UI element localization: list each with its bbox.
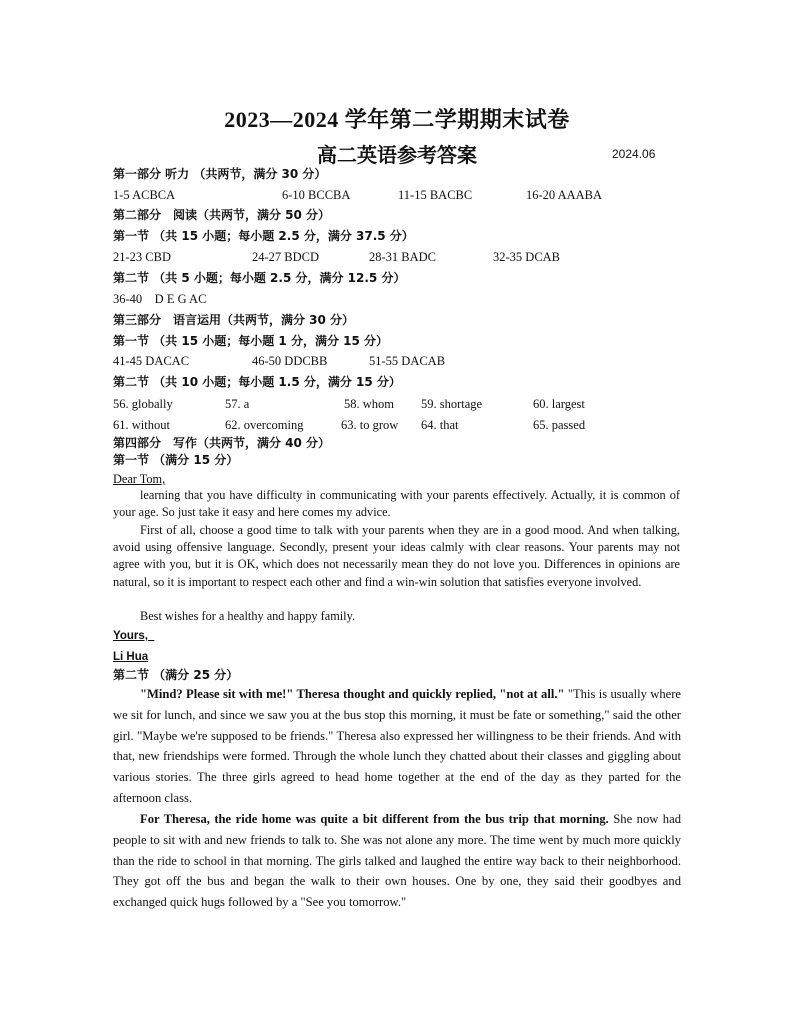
part4-section1-heading: 第一节 （满分 15 分） [113, 453, 239, 467]
letter-paragraph-2: First of all, choose a good time to talk with your parents when they are in a good mood. And when talking, avoid using offensive language. Secondly, present your ideas calmly with clear reasons. Your parents may not agree with you, but it is OK, which does not necessarily mean they do not love you. Differences in opinions are natural, so it is important to respect each other and find a win-win solution that satisfies everyone involved. [113, 523, 680, 589]
part3-s1-answer-1: 41-45 DACAC [113, 354, 190, 368]
part1-answer-2: 6-10 BCCBA [282, 188, 351, 202]
part1-answer-1: 1-5 ACBCA [113, 188, 176, 202]
part1-answer-4: 16-20 AAABA [526, 188, 603, 202]
story-paragraph-1-text: "This is usually where we sit for lunch, and since we saw you at the bus stop this morning, it must be fate or something," said the other girl. "Maybe we're supposed to be friends." Theresa also expressed her willingness to be their friends. And with that, new friendships were formed. Through the whole lunch they chatted about their classes and giggling about various stories. The three girls agreed to head home together at the end of the day as they parted for the afternoon class. [113, 687, 682, 805]
part3-section2-heading: 第二节 （共 10 小题；每小题 1.5 分，满分 15 分） [113, 375, 401, 389]
part3-s2-answer-56: 56. globally [113, 397, 173, 411]
story-paragraph-1-given-sentence: "Mind? Please sit with me!" Theresa thought and quickly replied, "not at all." [140, 687, 565, 701]
part2-heading: 第二部分 阅读（共两节，满分 50 分） [113, 208, 331, 222]
part4-heading: 第四部分 写作（共两节，满分 40 分） [113, 436, 331, 450]
part2-s1-answer-2: 24-27 BDCD [252, 250, 320, 264]
part3-s2-answer-63: 63. to grow [341, 418, 399, 432]
part2-s1-answer-1: 21-23 CBD [113, 250, 171, 264]
story-paragraph-2 [113, 809, 681, 913]
story-paragraph-2-given-sentence: For Theresa, the ride home was quite a bit different from the bus trip that morning. [140, 812, 609, 826]
part1-answer-3: 11-15 BACBC [398, 188, 473, 202]
letter-paragraph-1: learning that you have difficulty in communicating with your parents effectively. Actually, it is common of your age. So just take it easy and here comes my advice. [113, 488, 680, 520]
part2-s1-answer-4: 32-35 DCAB [493, 250, 561, 264]
part3-s2-answer-58: 58. whom [344, 397, 394, 411]
story-paragraph-2-text: She now had people to sit with and new friends to talk to. She was not alone any more. The time went by much more quickly than the ride to school in that morning. The girls talked and laughed the entire way back to their neighborhood. They got off the bus and began the walk to their own houses. One by one, they said their goodbyes and exchanged quick hugs followed by a "See you tomorrow." [113, 812, 681, 910]
letter-paragraph-3: Best wishes for a healthy and happy family. [140, 609, 356, 623]
part3-s1-answer-2: 46-50 DDCBB [252, 354, 328, 368]
part3-heading: 第三部分 语言运用（共两节，满分 30 分） [113, 313, 355, 327]
part2-s2-answers: 36-40 D E G AC [113, 292, 207, 306]
part3-s2-answer-62: 62. overcoming [225, 418, 304, 432]
part3-s2-answer-64: 64. that [421, 418, 459, 432]
part3-s2-answer-57: 57. a [225, 397, 250, 411]
part3-s2-answer-65: 65. passed [533, 418, 586, 432]
part2-s1-answer-3: 28-31 BADC [369, 250, 437, 264]
story-paragraph-1 [113, 684, 681, 809]
part1-heading: 第一部分 听力 （共两节，满分 30 分） [113, 167, 327, 181]
part3-s2-answer-60: 60. largest [533, 397, 585, 411]
letter-closing: Yours, [113, 630, 148, 642]
exam-date: 2024.06 [612, 147, 656, 161]
part3-section1-heading: 第一节 （共 15 小题；每小题 1 分，满分 15 分） [113, 334, 388, 348]
part2-section2-heading: 第二节 （共 5 小题；每小题 2.5 分，满分 12.5 分） [113, 271, 406, 285]
part3-s1-answer-3: 51-55 DACAB [369, 354, 446, 368]
page-title: 2023—2024 学年第二学期期末试卷 [224, 107, 570, 132]
letter-signature: Li Hua [113, 651, 149, 663]
part3-s2-answer-59: 59. shortage [421, 397, 483, 411]
page-subtitle: 高二英语参考答案 [317, 143, 477, 167]
part4-section2-heading: 第二节 （满分 25 分） [113, 668, 239, 682]
part2-section1-heading: 第一节 （共 15 小题；每小题 2.5 分，满分 37.5 分） [113, 229, 414, 243]
letter-greeting: Dear Tom, [113, 472, 166, 486]
part3-s2-answer-61: 61. without [113, 418, 170, 432]
